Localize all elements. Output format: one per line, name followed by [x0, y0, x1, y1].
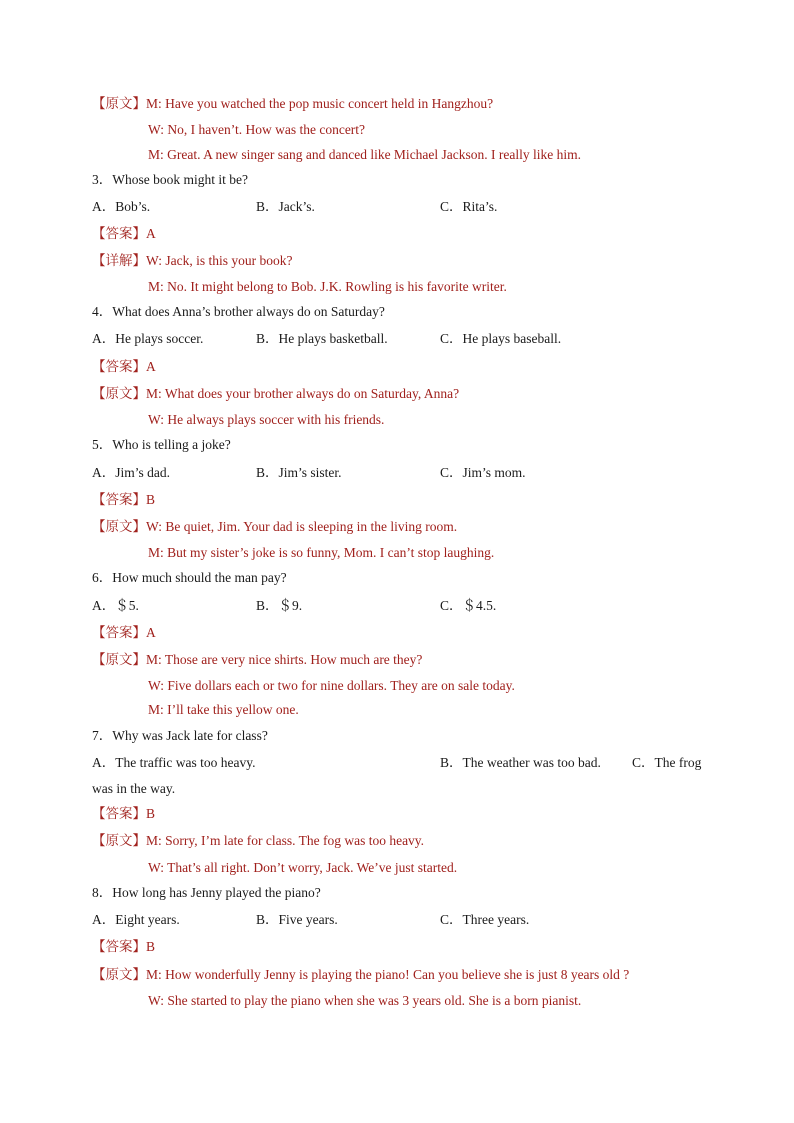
answer-value: A [146, 625, 156, 640]
transcript-line: W: Five dollars each or two for nine dollars. They are on sale today. [148, 678, 515, 693]
option-b: B．He plays basketball. [256, 331, 388, 346]
answer-line [92, 804, 155, 824]
answer-tag: 【答案】 [92, 625, 146, 640]
transcript-tag: 【原文】 [92, 96, 146, 111]
transcript-line: W: No, I haven’t. How was the concert? [148, 122, 366, 137]
option-a: A．Jim’s dad. [92, 465, 171, 480]
option-a: A．He plays soccer. [92, 331, 204, 346]
transcript-line: W: Jack, is this your book? [146, 253, 293, 268]
option-c: C．He plays baseball. [440, 331, 562, 346]
transcript-line: M: I’ll take this yellow one. [148, 702, 299, 717]
detail-line [92, 384, 459, 404]
detail-line [92, 650, 422, 670]
answer-value: B [146, 806, 156, 821]
transcript-line: W: That’s all right. Don’t worry, Jack. We’ve just started. [148, 860, 458, 875]
transcript-block [92, 94, 493, 114]
question-stem: 6．How much should the man pay? [92, 570, 287, 585]
detail-line [92, 517, 457, 537]
answer-line [92, 937, 155, 957]
option-c: C．Three years. [440, 912, 530, 927]
transcript-line: M: Great. A new singer sang and danced like Michael Jackson. I really like him. [148, 147, 582, 162]
transcript-line: M: What does your brother always do on Saturday, Anna? [146, 386, 460, 401]
option-c: C．The frog [632, 755, 702, 770]
option-b: B．Jim’s sister. [256, 465, 342, 480]
transcript-line: M: But my sister’s joke is so funny, Mom. I can’t stop laughing. [148, 545, 495, 560]
option-a: A．Eight years. [92, 912, 180, 927]
detail-tag: 【原文】 [92, 967, 146, 982]
answer-value: B [146, 939, 156, 954]
answer-value: A [146, 226, 156, 241]
answer-tag: 【答案】 [92, 359, 146, 374]
transcript-line: W: He always plays soccer with his friends. [148, 412, 385, 427]
detail-tag: 【原文】 [92, 833, 146, 848]
option-b: B．Five years. [256, 912, 338, 927]
option-c: C．Rita’s. [440, 199, 498, 214]
question-stem: 8．How long has Jenny played the piano? [92, 885, 321, 900]
detail-tag: 【原文】 [92, 386, 146, 401]
question-stem: 5．Who is telling a joke? [92, 437, 231, 452]
question-stem: 7．Why was Jack late for class? [92, 728, 268, 743]
detail-tag: 【原文】 [92, 652, 146, 667]
option-b: B．Jack’s. [256, 199, 315, 214]
transcript-line: M: Sorry, I’m late for class. The fog was too heavy. [146, 833, 425, 848]
transcript-line: M: Have you watched the pop music concert held in Hangzhou? [146, 96, 494, 111]
answer-line [92, 490, 155, 510]
option-b: B．＄9. [256, 598, 303, 613]
answer-tag: 【答案】 [92, 492, 146, 507]
option-c-continued: was in the way. [92, 781, 176, 796]
transcript-line: M: No. It might belong to Bob. J.K. Rowling is his favorite writer. [148, 279, 507, 294]
detail-tag: 【原文】 [92, 519, 146, 534]
option-b: B．The weather was too bad. [440, 755, 601, 770]
option-c: C．＄4.5. [440, 598, 497, 613]
answer-line [92, 623, 156, 643]
transcript-line: M: Those are very nice shirts. How much are they? [146, 652, 423, 667]
answer-line [92, 224, 156, 244]
option-c: C．Jim’s mom. [440, 465, 526, 480]
detail-line [92, 965, 629, 985]
detail-line [92, 831, 424, 851]
detail-line [92, 251, 292, 271]
transcript-line: W: Be quiet, Jim. Your dad is sleeping in the living room. [146, 519, 458, 534]
option-a: A．Bob’s. [92, 199, 151, 214]
option-a: A．＄5. [92, 598, 139, 613]
question-stem: 4．What does Anna’s brother always do on Saturday? [92, 304, 385, 319]
answer-line [92, 357, 156, 377]
transcript-line: W: She started to play the piano when she was 3 years old. She is a born pianist. [148, 993, 582, 1008]
answer-value: B [146, 492, 156, 507]
transcript-line: M: How wonderfully Jenny is playing the piano! Can you believe she is just 8 years old ? [146, 967, 630, 982]
answer-tag: 【答案】 [92, 806, 146, 821]
answer-tag: 【答案】 [92, 939, 146, 954]
detail-tag: 【详解】 [92, 253, 146, 268]
answer-tag: 【答案】 [92, 226, 146, 241]
question-stem: 3．Whose book might it be? [92, 172, 248, 187]
option-a: A．The traffic was too heavy. [92, 755, 256, 770]
answer-value: A [146, 359, 156, 374]
